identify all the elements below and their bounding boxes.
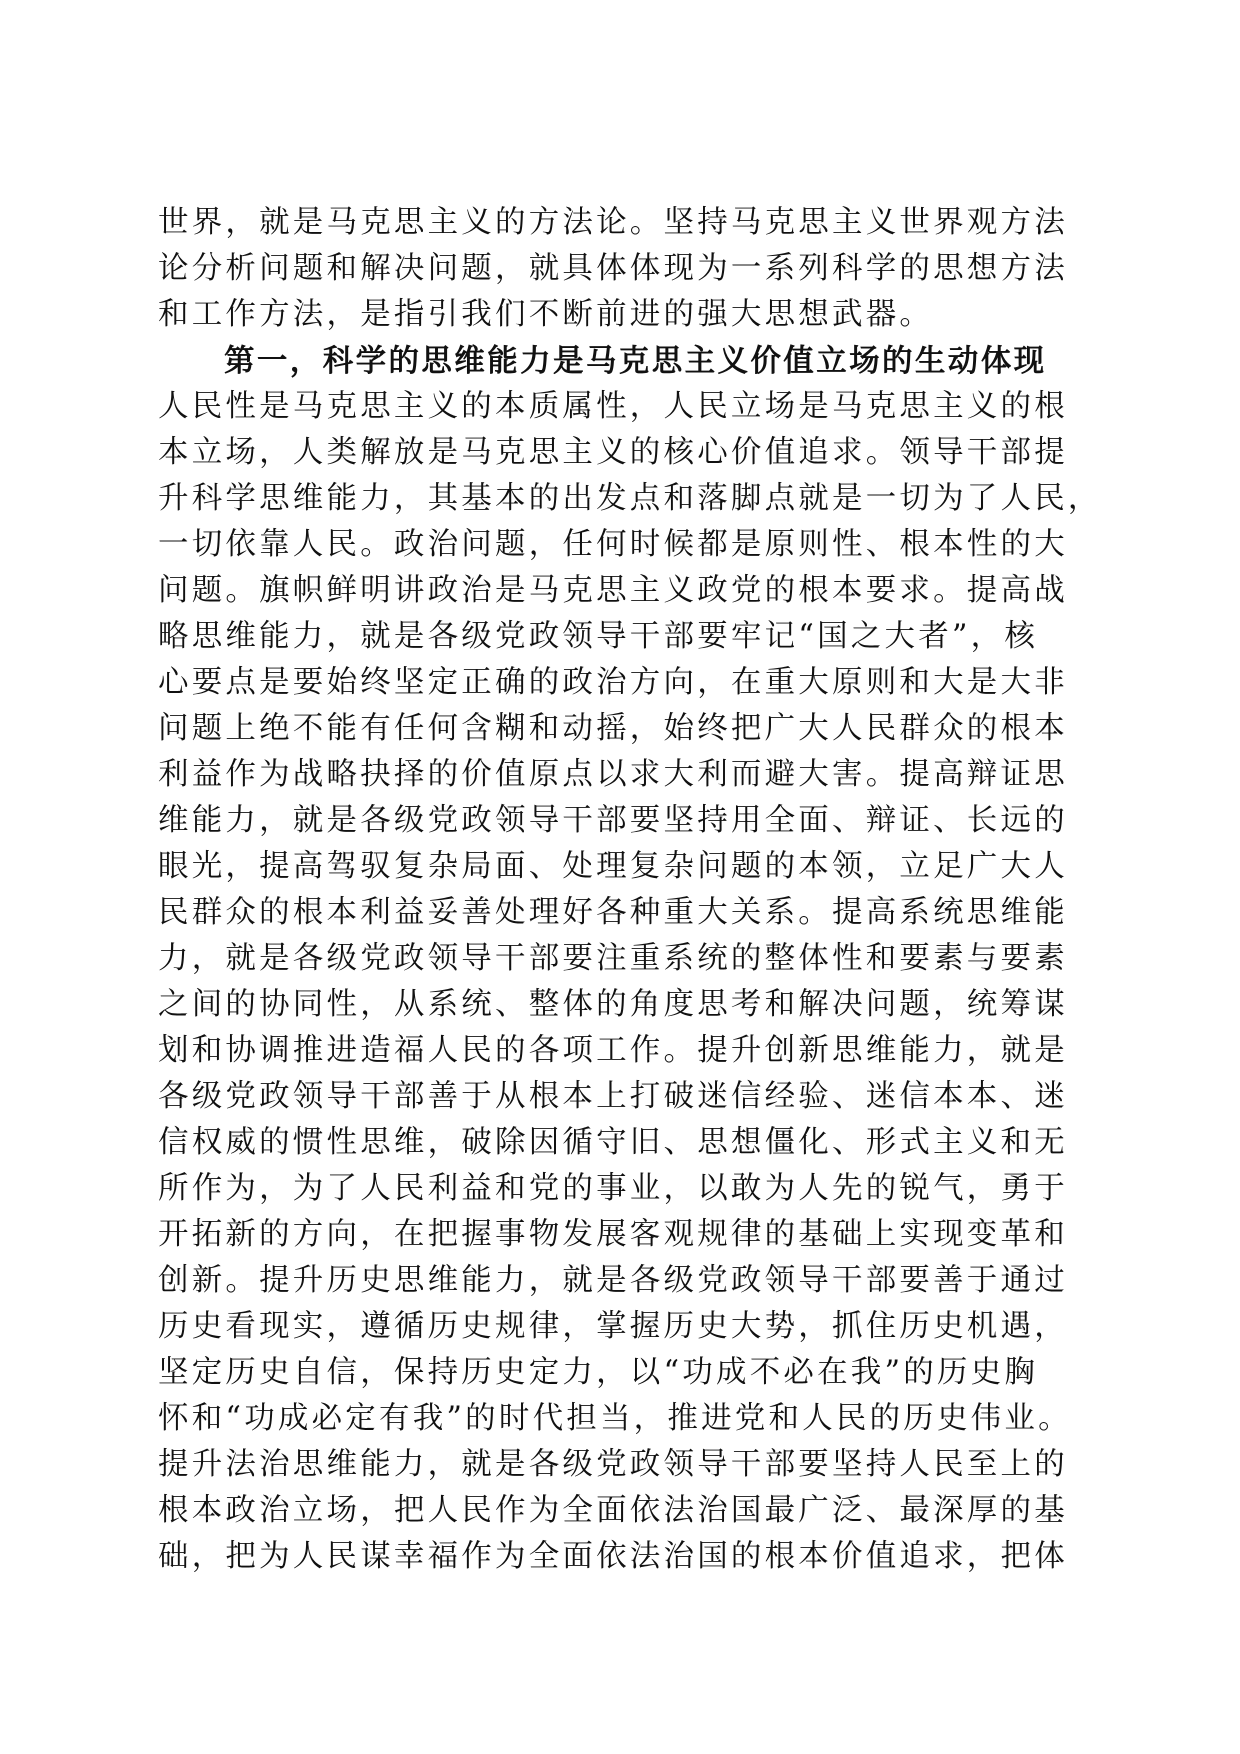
- section-heading: 第一，科学的思维能力是马克思主义价值立场的生动体现: [224, 343, 1047, 379]
- body-line: 划和协调推进造福人民的各项工作。提升创新思维能力，就是: [158, 1033, 1068, 1068]
- body-line: 怀和“功成必定有我”的时代担当，推进党和人民的历史伟业。: [158, 1401, 1072, 1436]
- body-line: 各级党政领导干部善于从根本上打破迷信经验、迷信本本、迷: [158, 1079, 1068, 1114]
- body-line: 眼光，提高驾驭复杂局面、处理复杂问题的本领，立足广大人: [158, 849, 1068, 884]
- intro-line: 世界，就是马克思主义的方法论。坚持马克思主义世界观方法: [158, 205, 1068, 240]
- body-line: 人民性是马克思主义的本质属性，人民立场是马克思主义的根: [158, 389, 1068, 424]
- body-line: 信权威的惯性思维，破除因循守旧、思想僵化、形式主义和无: [158, 1125, 1068, 1160]
- body-line: 略思维能力，就是各级党政领导干部要牢记“国之大者”，核: [158, 619, 1039, 654]
- body-line: 本立场，人类解放是马克思主义的核心价值追求。领导干部提: [158, 435, 1068, 470]
- body-line: 所作为，为了人民利益和党的事业，以敢为人先的锐气，勇于: [158, 1171, 1068, 1206]
- body-line: 心要点是要始终坚定正确的政治方向，在重大原则和大是大非: [158, 665, 1068, 700]
- body-line: 问题。旗帜鲜明讲政治是马克思主义政党的根本要求。提高战: [158, 573, 1068, 608]
- body-line: 坚定历史自信，保持历史定力，以“功成不必在我”的历史胸: [158, 1355, 1039, 1390]
- body-line: 利益作为战略抉择的价值原点以求大利而避大害。提高辩证思: [158, 757, 1068, 792]
- document-body: [158, 200, 1102, 1580]
- intro-line: 论分析问题和解决问题，就具体体现为一系列科学的思想方法: [158, 251, 1068, 286]
- body-line: 力，就是各级党政领导干部要注重系统的整体性和要素与要素: [158, 941, 1068, 976]
- body-line: 提升法治思维能力，就是各级党政领导干部要坚持人民至上的: [158, 1447, 1068, 1482]
- body-line: 民群众的根本利益妥善处理好各种重大关系。提高系统思维能: [158, 895, 1068, 930]
- intro-line: 和工作方法，是指引我们不断前进的强大思想武器。: [158, 297, 934, 332]
- body-line: 一切依靠人民。政治问题，任何时候都是原则性、根本性的大: [158, 527, 1068, 562]
- body-line: 维能力，就是各级党政领导干部要坚持用全面、辩证、长远的: [158, 803, 1068, 838]
- body-line: 之间的协同性，从系统、整体的角度思考和解决问题，统筹谋: [158, 987, 1068, 1022]
- body-line: 础，把为人民谋幸福作为全面依法治国的根本价值追求，把体: [158, 1539, 1068, 1574]
- body-line: 创新。提升历史思维能力，就是各级党政领导干部要善于通过: [158, 1263, 1068, 1298]
- body-line: 根本政治立场，把人民作为全面依法治国最广泛、最深厚的基: [158, 1493, 1068, 1528]
- body-line: 问题上绝不能有任何含糊和动摇，始终把广大人民群众的根本: [158, 711, 1068, 746]
- body-line: 历史看现实，遵循历史规律，掌握历史大势，抓住历史机遇，: [158, 1309, 1068, 1344]
- body-line: 开拓新的方向，在把握事物发展客观规律的基础上实现变革和: [158, 1217, 1068, 1252]
- body-line: 升科学思维能力，其基本的出发点和落脚点就是一切为了人民，: [158, 481, 1102, 516]
